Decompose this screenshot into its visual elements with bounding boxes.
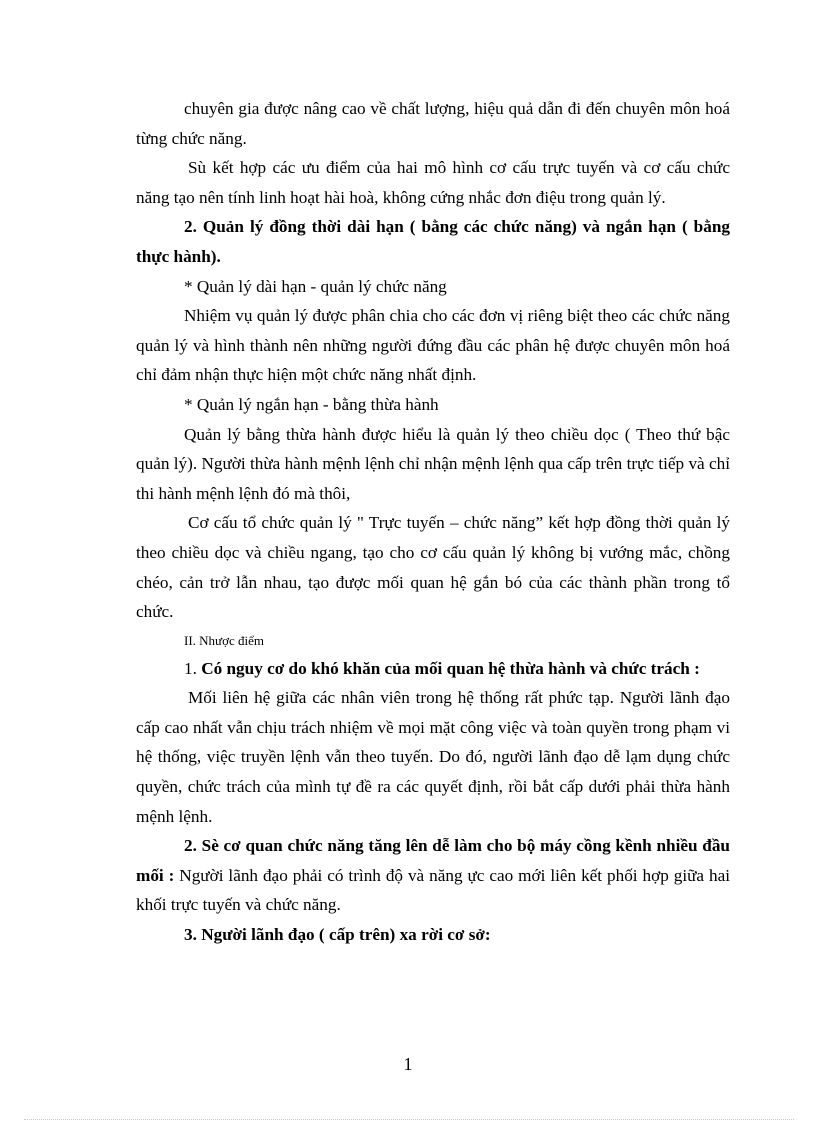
paragraph-continuation: chuyên gia được nâng cao về chất lượng, hiệu quả dẫn đi đến chuyên môn hoá từng chức năng. — [136, 99, 730, 148]
heading-disadvantage-1-text: Có nguy cơ do khó khăn của mối quan hệ thừa hành và chức trách : — [201, 658, 700, 678]
paragraph-disadvantage-2-text: Người lãnh đạo phải có trình độ và năng ực cao mới liên kết phối hợp giữa hai khối trực tuyến và chức năng. — [136, 865, 730, 915]
page-number: 1 — [403, 1054, 413, 1074]
paragraph-disadvantage-2 — [136, 831, 730, 920]
document-body — [136, 94, 730, 950]
section-heading-disadvantages: II. Nhược điểm — [184, 632, 264, 648]
page-bottom-divider — [24, 1119, 794, 1120]
paragraph-disadvantage-1: Mối liên hệ giữa các nhân viên trong hệ thống rất phức tạp. Người lãnh đạo cấp cao nhất vẫn chịu trách nhiệm về mọi mặt công việc và toàn quyền trong phạm vi hệ thống, việc truyền lệnh vẫn theo tuyến. Do đó, người lãnh đạo dễ lạm dụng chức quyền, chức trách của mình tự đề ra các quyết định, rồi bắt cấp dưới phải thừa hành mệnh lệnh. — [136, 688, 730, 826]
heading-disadvantage-2-text: 2. Sè cơ quan chức năng tăng lên dễ làm cho bộ máy cồng kềnh nhiều đầu mối : — [136, 836, 730, 885]
heading-disadvantage-3: 3. Người lãnh đạo ( cấp trên) xa rời cơ sở: — [184, 925, 491, 945]
heading-disadvantage-1-number: 1. — [184, 658, 202, 678]
paragraph-long-term-management: Nhiệm vụ quản lý được phân chia cho các đơn vị riêng biệt theo các chức năng quản lý và hình thành nên những người đứng đầu các phân hệ được chuyên môn hoá chỉ đảm nhận thực hiện một chức năng nhất định. — [136, 306, 730, 385]
bullet-long-term-management: * Quản lý dài hạn - quản lý chức năng — [184, 276, 447, 296]
heading-disadvantage-1 — [136, 654, 730, 684]
paragraph-short-term-management: Quản lý bằng thừa hành được hiểu là quản lý theo chiều dọc ( Theo thứ bậc quản lý). Người thừa hành mệnh lệnh chỉ nhận mệnh lệnh qua cấp trên trực tiếp và chỉ thi hành mệnh lệnh đó mà thôi, — [136, 424, 730, 503]
heading-concurrent-management: 2. Quản lý đồng thời dài hạn ( bằng các chức năng) và ngắn hạn ( bằng thực hành). — [136, 217, 730, 266]
bullet-short-term-management: * Quản lý ngắn hạn - bằng thừa hành — [184, 394, 439, 414]
paragraph-combination: Sù kết hợp các ưu điểm của hai mô hình cơ cấu trực tuyến và cơ cấu chức năng tạo nên tính linh hoạt hài hoà, không cứng nhắc đơn điệu trong quản lý. — [136, 158, 730, 207]
paragraph-structure-summary: Cơ cấu tổ chức quản lý " Trực tuyến – chức năng” kết hợp đồng thời quản lý theo chiều dọc và chiều ngang, tạo cho cơ cấu quản lý không bị vướng mắc, chồng chéo, cản trở lẫn nhau, tạo được mối quan hệ gắn bó của các thành phần trong tổ chức. — [136, 513, 730, 622]
